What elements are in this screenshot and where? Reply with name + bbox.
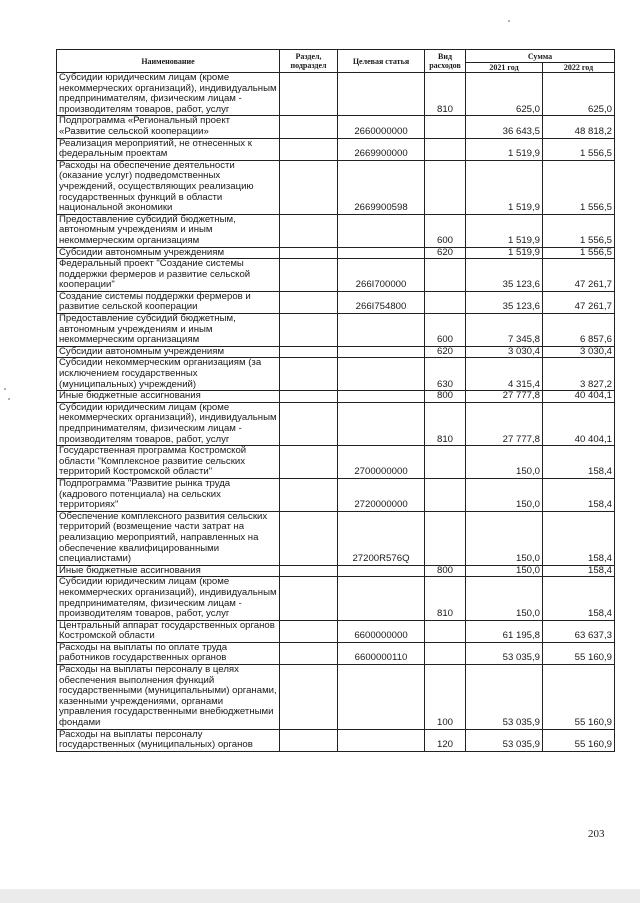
table-row <box>57 346 615 358</box>
cell-expense-type <box>425 138 466 160</box>
cell-sum-2022: 6 857,6 <box>543 314 615 347</box>
cell-target-article <box>338 565 425 577</box>
cell-name: Расходы на выплаты персоналу государственных (муниципальных) органов <box>57 729 280 751</box>
cell-target-article: 266I700000 <box>338 259 425 292</box>
cell-target-article <box>338 73 425 116</box>
cell-target-article: 2669900000 <box>338 138 425 160</box>
cell-sum-2021: 35 123,6 <box>466 259 543 292</box>
table-row <box>57 565 615 577</box>
table-row <box>57 358 615 391</box>
cell-name: Субсидии автономным учреждениям <box>57 247 280 259</box>
scan-speck <box>4 388 6 390</box>
cell-expense-type: 810 <box>425 402 466 445</box>
cell-section <box>280 577 338 620</box>
cell-name: Субсидии автономным учреждениям <box>57 346 280 358</box>
cell-expense-type <box>425 160 466 214</box>
cell-expense-type: 620 <box>425 247 466 259</box>
cell-sum-2021: 150,0 <box>466 565 543 577</box>
cell-sum-2021: 1 519,9 <box>466 214 543 247</box>
table-row <box>57 511 615 565</box>
cell-name: Расходы на выплаты персоналу в целях обеспечения выполнения функций государственными (муниципальными) органами, казенными учреждениями, органами управления государственными внебюджетными фондами <box>57 665 280 730</box>
cell-target-article <box>338 577 425 620</box>
cell-sum-2022: 158,4 <box>543 577 615 620</box>
cell-section <box>280 358 338 391</box>
cell-sum-2022: 158,4 <box>543 565 615 577</box>
table-row <box>57 116 615 138</box>
cell-name: Реализация мероприятий, не отнесенных к федеральным проектам <box>57 138 280 160</box>
cell-target-article: 6600000110 <box>338 642 425 664</box>
cell-target-article: 6600000000 <box>338 620 425 642</box>
cell-section <box>280 402 338 445</box>
table-row <box>57 642 615 664</box>
cell-name: Создание системы поддержки фермеров и развитие сельской кооперации <box>57 291 280 313</box>
cell-name: Предоставление субсидий бюджетным, автономным учреждениям и иным некоммерческим организациям <box>57 314 280 347</box>
cell-section <box>280 565 338 577</box>
budget-table <box>56 49 615 752</box>
cell-sum-2022: 55 160,9 <box>543 665 615 730</box>
cell-sum-2022: 1 556,5 <box>543 214 615 247</box>
cell-expense-type: 100 <box>425 665 466 730</box>
cell-section <box>280 116 338 138</box>
header-year-2021: 2021 год <box>466 63 543 73</box>
table-row <box>57 446 615 479</box>
table-row <box>57 259 615 292</box>
cell-name: Расходы на обеспечение деятельности (оказание услуг) подведомственных учреждений, осуществляющих реализацию государственных функций в области национальной экономики <box>57 160 280 214</box>
cell-section <box>280 391 338 403</box>
header-sum: Сумма <box>466 50 615 63</box>
cell-sum-2022: 55 160,9 <box>543 729 615 751</box>
cell-expense-type: 810 <box>425 577 466 620</box>
cell-name: Подпрограмма «Региональный проект «Развитие сельской кооперации» <box>57 116 280 138</box>
cell-sum-2021: 27 777,8 <box>466 391 543 403</box>
scan-speck <box>8 398 10 400</box>
cell-sum-2021: 1 519,9 <box>466 138 543 160</box>
cell-sum-2021: 1 519,9 <box>466 247 543 259</box>
cell-expense-type: 630 <box>425 358 466 391</box>
cell-section <box>280 160 338 214</box>
cell-expense-type <box>425 620 466 642</box>
cell-section <box>280 291 338 313</box>
cell-target-article <box>338 346 425 358</box>
table-row <box>57 160 615 214</box>
cell-target-article: 2700000000 <box>338 446 425 479</box>
cell-expense-type <box>425 259 466 292</box>
cell-name: Государственная программа Костромской области "Комплексное развитие сельских территорий Костромской области" <box>57 446 280 479</box>
cell-name: Расходы на выплаты по оплате труда работников государственных органов <box>57 642 280 664</box>
cell-sum-2022: 1 556,5 <box>543 160 615 214</box>
table-row <box>57 402 615 445</box>
cell-section <box>280 346 338 358</box>
cell-sum-2022: 55 160,9 <box>543 642 615 664</box>
cell-sum-2021: 150,0 <box>466 577 543 620</box>
table-row <box>57 214 615 247</box>
header-section: Раздел, подраздел <box>280 50 338 73</box>
cell-name: Центральный аппарат государственных органов Костромской области <box>57 620 280 642</box>
cell-sum-2022: 40 404,1 <box>543 391 615 403</box>
cell-sum-2022: 3 827,2 <box>543 358 615 391</box>
cell-sum-2021: 4 315,4 <box>466 358 543 391</box>
cell-target-article: 2660000000 <box>338 116 425 138</box>
cell-sum-2022: 47 261,7 <box>543 291 615 313</box>
cell-sum-2021: 1 519,9 <box>466 160 543 214</box>
cell-expense-type: 800 <box>425 391 466 403</box>
cell-section <box>280 665 338 730</box>
cell-sum-2021: 150,0 <box>466 446 543 479</box>
table-row <box>57 729 615 751</box>
cell-sum-2022: 3 030,4 <box>543 346 615 358</box>
cell-name: Предоставление субсидий бюджетным, автономным учреждениям и иным некоммерческим организациям <box>57 214 280 247</box>
table-row <box>57 73 615 116</box>
cell-sum-2022: 158,4 <box>543 446 615 479</box>
cell-section <box>280 138 338 160</box>
cell-target-article <box>338 729 425 751</box>
cell-section <box>280 247 338 259</box>
cell-target-article <box>338 314 425 347</box>
cell-name: Подпрограмма "Развитие рынка труда (кадрового потенциала) на сельских территориях" <box>57 478 280 511</box>
cell-expense-type <box>425 511 466 565</box>
cell-target-article <box>338 402 425 445</box>
cell-target-article <box>338 247 425 259</box>
cell-sum-2021: 7 345,8 <box>466 314 543 347</box>
cell-expense-type <box>425 291 466 313</box>
cell-sum-2021: 27 777,8 <box>466 402 543 445</box>
cell-name: Субсидии юридическим лицам (кроме некоммерческих организаций), индивидуальным предпринимателям, физическим лицам - производителям товаров, работ, услуг <box>57 73 280 116</box>
header-year-2022: 2022 год <box>543 63 615 73</box>
table-row <box>57 478 615 511</box>
cell-expense-type <box>425 642 466 664</box>
table-body <box>57 73 615 752</box>
table-row <box>57 314 615 347</box>
cell-sum-2021: 53 035,9 <box>466 665 543 730</box>
cell-expense-type: 620 <box>425 346 466 358</box>
cell-target-article <box>338 358 425 391</box>
table-row <box>57 577 615 620</box>
cell-target-article <box>338 391 425 403</box>
cell-sum-2021: 36 643,5 <box>466 116 543 138</box>
cell-sum-2021: 35 123,6 <box>466 291 543 313</box>
table-row <box>57 138 615 160</box>
table-row <box>57 291 615 313</box>
cell-section <box>280 214 338 247</box>
cell-expense-type <box>425 446 466 479</box>
cell-sum-2021: 61 195,8 <box>466 620 543 642</box>
cell-name: Субсидии юридическим лицам (кроме некоммерческих организаций), индивидуальным предпринимателям, физическим лицам - производителям товаров, работ, услуг <box>57 402 280 445</box>
cell-sum-2022: 63 637,3 <box>543 620 615 642</box>
cell-sum-2022: 158,4 <box>543 478 615 511</box>
cell-expense-type: 600 <box>425 314 466 347</box>
cell-target-article <box>338 665 425 730</box>
cell-name: Обеспечение комплексного развития сельских территорий (возмещение части затрат на реализацию мероприятий, направленных на обеспечение квалифицированными специалистами) <box>57 511 280 565</box>
cell-sum-2021: 53 035,9 <box>466 729 543 751</box>
cell-target-article: 266I754800 <box>338 291 425 313</box>
cell-sum-2022: 1 556,5 <box>543 138 615 160</box>
cell-section <box>280 642 338 664</box>
table-row <box>57 391 615 403</box>
scan-edge-strip <box>0 889 640 903</box>
cell-section <box>280 259 338 292</box>
cell-sum-2021: 150,0 <box>466 511 543 565</box>
cell-section <box>280 314 338 347</box>
header-kind: Вид расходов <box>425 50 466 73</box>
cell-name: Субсидии некоммерческим организациям (за исключением государственных (муниципальных) учреждений) <box>57 358 280 391</box>
cell-target-article: 2720000000 <box>338 478 425 511</box>
cell-expense-type: 120 <box>425 729 466 751</box>
table-row <box>57 247 615 259</box>
cell-sum-2022: 625,0 <box>543 73 615 116</box>
cell-section <box>280 620 338 642</box>
cell-section <box>280 511 338 565</box>
cell-sum-2022: 158,4 <box>543 511 615 565</box>
cell-sum-2022: 1 556,5 <box>543 247 615 259</box>
cell-name: Субсидии юридическим лицам (кроме некоммерческих организаций), индивидуальным предпринимателям, физическим лицам - производителям товаров, работ, услуг <box>57 577 280 620</box>
cell-expense-type <box>425 478 466 511</box>
cell-sum-2021: 53 035,9 <box>466 642 543 664</box>
cell-name: Федеральный проект "Создание системы поддержки фермеров и развитие сельской кооперации" <box>57 259 280 292</box>
cell-section <box>280 446 338 479</box>
cell-target-article: 27200R576Q <box>338 511 425 565</box>
cell-sum-2021: 150,0 <box>466 478 543 511</box>
cell-section <box>280 729 338 751</box>
cell-section <box>280 73 338 116</box>
cell-sum-2021: 3 030,4 <box>466 346 543 358</box>
cell-expense-type: 810 <box>425 73 466 116</box>
table-row <box>57 620 615 642</box>
cell-section <box>280 478 338 511</box>
cell-sum-2022: 40 404,1 <box>543 402 615 445</box>
cell-expense-type <box>425 116 466 138</box>
cell-name: Иные бюджетные ассигнования <box>57 391 280 403</box>
cell-target-article: 2669900598 <box>338 160 425 214</box>
header-name: Наименование <box>57 50 280 73</box>
cell-sum-2022: 47 261,7 <box>543 259 615 292</box>
cell-sum-2021: 625,0 <box>466 73 543 116</box>
cell-name: Иные бюджетные ассигнования <box>57 565 280 577</box>
cell-expense-type: 600 <box>425 214 466 247</box>
header-target: Целевая статья <box>338 50 425 73</box>
table-row <box>57 665 615 730</box>
scan-speck <box>508 20 510 22</box>
page-number: 203 <box>588 828 605 840</box>
cell-expense-type: 800 <box>425 565 466 577</box>
cell-target-article <box>338 214 425 247</box>
cell-sum-2022: 48 818,2 <box>543 116 615 138</box>
